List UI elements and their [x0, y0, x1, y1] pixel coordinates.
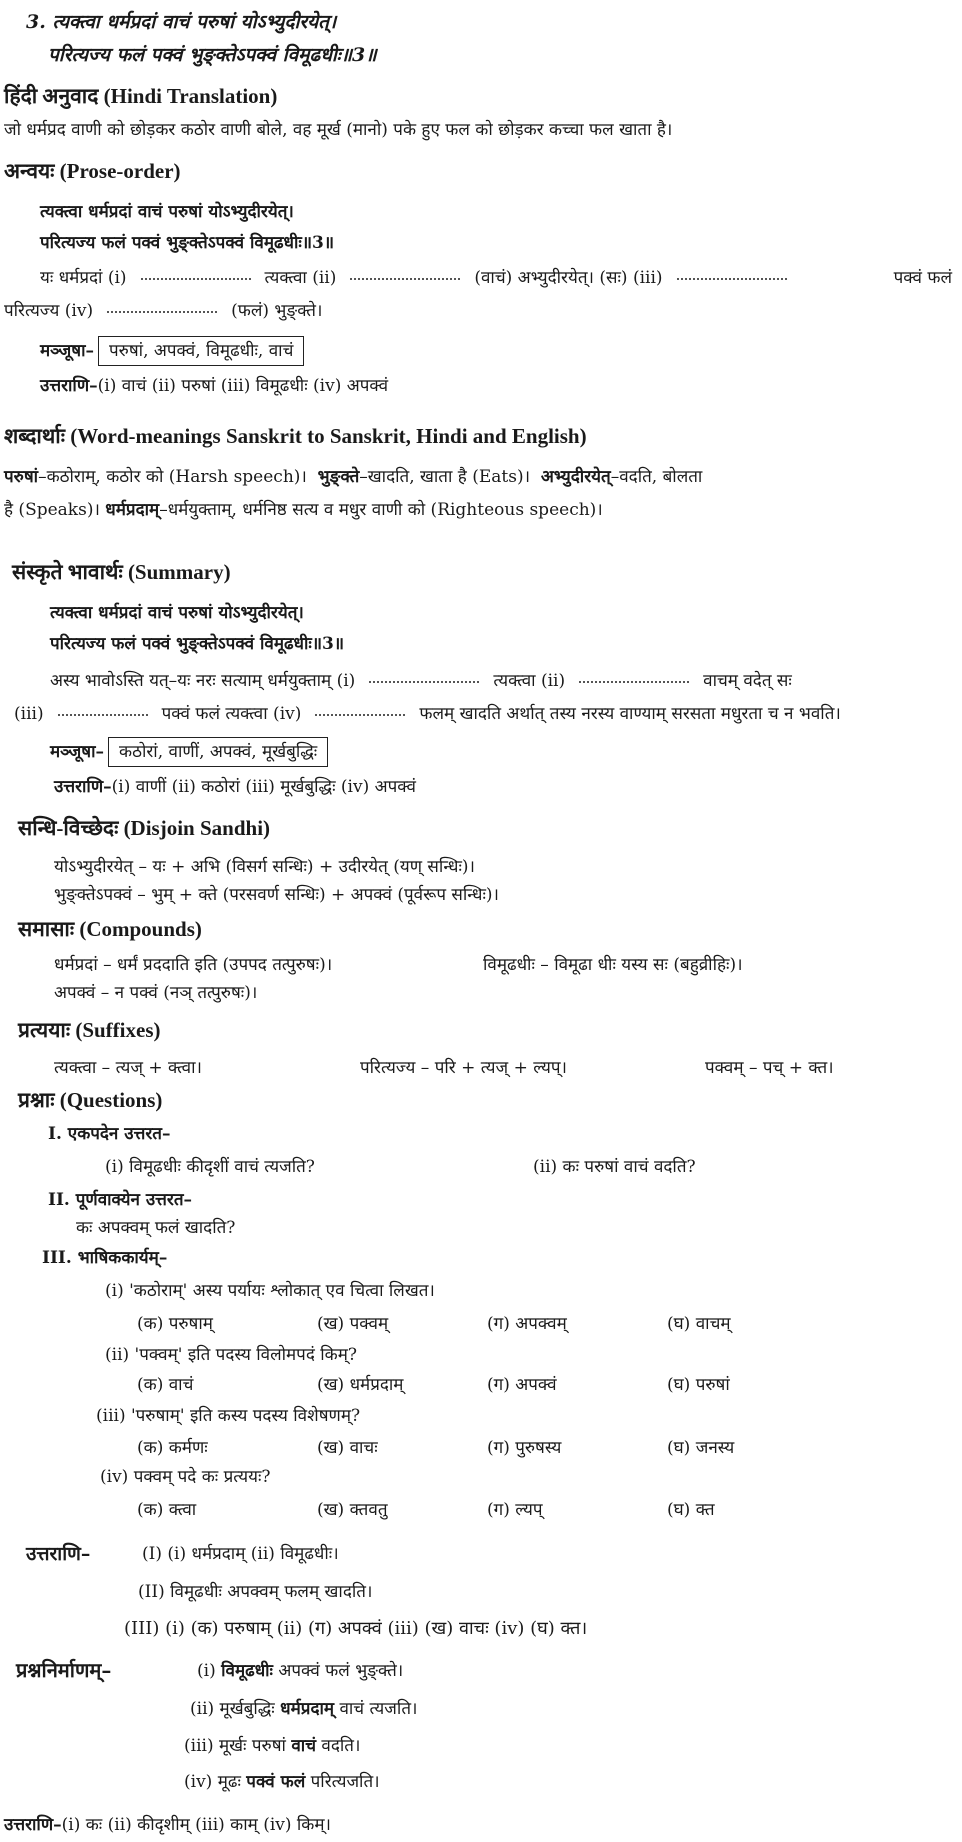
mcq-options: (क) कर्मणः (ख) वाचः (ग) पुरुषस्य (घ) जनस्य: [137, 1438, 735, 1458]
question-1b: (ii) कः परुषां वाचं वदति?: [533, 1157, 696, 1177]
manjusha-box: कठोरां, वाणीं, अपक्वं, मूर्खबुद्धिः: [108, 737, 328, 767]
blank: [369, 681, 479, 683]
blank: [315, 714, 405, 716]
mcq-question: (iv) पक्वम् पदे कः प्रत्ययः?: [100, 1467, 271, 1487]
mcq-question: (i) 'कठोराम्' अस्य पर्यायः श्लोकात् एव चित्वा लिखत।: [105, 1281, 435, 1301]
nirmanam-answers: उत्तराणि–(i) कः (ii) कीदृशीम् (iii) काम् (iv) किम्।: [4, 1815, 331, 1835]
nirmanam-item: (iv) मूढः पक्वं फलं परित्यजति।: [184, 1772, 380, 1792]
anvay-heading: अन्वयः (Prose-order): [4, 159, 181, 183]
question-2: कः अपक्वम् फलं खादति?: [76, 1218, 236, 1238]
summary-verse-2: परित्यज्य फलं पक्वं भुङ्क्तेऽपक्वं विमूढधीः॥3॥: [50, 634, 345, 654]
blank: [579, 681, 689, 683]
shabdarth-heading: शब्दार्थाः (Word-meanings Sanskrit to Sanskrit, Hindi and English): [4, 424, 587, 448]
samasa-line-1a: धर्मप्रदां – धर्मं प्रददाति इति (उपपद तत्पुरुषः)।: [54, 955, 333, 975]
sandhi-heading: सन्धि-विच्छेदः (Disjoin Sandhi): [18, 816, 271, 840]
manjusha-box: परुषां, अपक्वं, विमूढधीः, वाचं: [98, 336, 304, 366]
answers-label: उत्तराणि–: [26, 1543, 91, 1565]
samasa-heading: समासाः (Compounds): [18, 917, 202, 941]
shabdarth-line-2: है (Speaks)। धर्मप्रदाम्–धर्मयुक्ताम्, धर्मनिष्ठ सत्य व मधुर वाणी को (Righteous speech)।: [4, 500, 603, 520]
mcq-options: (क) वाचं (ख) धर्मप्रदाम् (ग) अपक्वं (घ) परुषां: [137, 1375, 730, 1395]
pratyaya-heading: प्रत्ययाः (Suffixes): [18, 1018, 161, 1042]
blank: [677, 278, 787, 280]
hindi-translation: जो धर्मप्रद वाणी को छोड़कर कठोर वाणी बोले, वह मूर्ख (मानो) पके हुए फल को छोड़कर कच्चा फल खाता है।: [4, 120, 673, 140]
answer-1: (I) (i) धर्मप्रदाम् (ii) विमूढधीः।: [142, 1544, 339, 1564]
section-1-title: I. एकपदेन उत्तरत–: [48, 1124, 171, 1144]
blank: [107, 311, 217, 313]
summary-manjusha: मञ्जूषा– कठोरां, वाणीं, अपक्वं, मूर्खबुद्धिः: [50, 737, 328, 767]
pratyaya-c: पक्वम् – पच् + क्त।: [705, 1058, 834, 1078]
pratyaya-b: परित्यज्य – परि + त्यज् + ल्यप्।: [360, 1058, 567, 1078]
summary-fill-line-2: (iii) पक्वं फलं त्यक्त्वा (iv) फलम् खादति अर्थात् तस्य नरस्य वाण्याम् सरसता मधुरता च न भवति।: [14, 704, 841, 724]
shabdarth-line-1: परुषां–कठोराम्, कठोर को (Harsh speech)। भुङ्क्ते–खादति, खाता है (Eats)। अभ्युदीरयेत्–वदति, बोलता: [4, 467, 703, 487]
nirmanam-label: प्रश्ननिर्माणम्–: [16, 1658, 112, 1682]
mcq-options: (क) क्त्वा (ख) क्तवतु (ग) ल्यप् (घ) क्त: [137, 1500, 715, 1520]
nirmanam-item: (ii) मूर्खबुद्धिः धर्मप्रदाम् वाचं त्यजति।: [190, 1699, 418, 1719]
verse-number: 3.: [26, 11, 46, 33]
section-3-title: III. भाषिककार्यम्–: [42, 1248, 168, 1268]
pratyaya-a: त्यक्त्वा – त्यज् + क्त्वा।: [54, 1058, 202, 1078]
samasa-line-1b: विमूढधीः – विमूढा धीः यस्य सः (बहुव्रीहिः)।: [483, 955, 743, 975]
blank: [350, 278, 460, 280]
sandhi-line-2: भुङ्क्तेऽपक्वं – भुम् + क्ते (परसवर्ण सन्धिः) + अपक्वं (पूर्वरूप सन्धिः)।: [54, 885, 499, 905]
hindi-heading: हिंदी अनुवाद (Hindi Translation): [4, 84, 278, 108]
nirmanam-item: (iii) मूर्खः परुषां वाचं वदति।: [184, 1736, 361, 1756]
summary-answers: उत्तराणि–(i) वाणीं (ii) कठोरां (iii) मूर्खबुद्धिः (iv) अपक्वं: [54, 777, 416, 797]
answer-3: (III) (i) (क) परुषाम् (ii) (ग) अपक्वं (iii) (ख) वाचः (iv) (घ) क्त।: [124, 1618, 588, 1639]
verse-line-2: परित्यज्य फलं पक्वं भुङ्क्तेऽपक्वं विमूढधीः॥3॥: [48, 44, 377, 66]
section-2-title: II. पूर्णवाक्येन उत्तरत–: [48, 1190, 193, 1210]
summary-heading: संस्कृते भावार्थः (Summary): [12, 560, 231, 584]
questions-heading: प्रश्नाः (Questions): [18, 1088, 163, 1112]
samasa-line-2: अपक्वं – न पक्वं (नञ् तत्पुरुषः)।: [54, 983, 258, 1003]
blank: [141, 278, 251, 280]
blank: [58, 714, 148, 716]
sandhi-line-1: योऽभ्युदीरयेत् – यः + अभि (विसर्ग सन्धिः) + उदीरयेत् (यण् सन्धिः)।: [54, 857, 476, 877]
mcq-options: (क) परुषाम् (ख) पक्वम् (ग) अपक्वम् (घ) वाचम्: [137, 1314, 731, 1334]
anvay-fill-line-1: यः धर्मप्रदां (i) त्यक्त्वा (ii) (वाचं) अभ्युदीरयेत्। (सः) (iii) पक्वं फलं: [40, 268, 952, 288]
anvay-answers: उत्तराणि–(i) वाचं (ii) परुषां (iii) विमूढधीः (iv) अपक्वं: [40, 376, 389, 396]
mcq-question: (iii) 'परुषाम्' इति कस्य पदस्य विशेषणम्?: [96, 1406, 361, 1426]
verse-line-1: त्यक्त्वा धर्मप्रदां वाचं परुषां योऽभ्युदीरयेत्।: [52, 11, 337, 33]
anvay-fill-line-2: परित्यज्य (iv) (फलं) भुङ्क्ते।: [4, 301, 323, 321]
summary-verse-1: त्यक्त्वा धर्मप्रदां वाचं परुषां योऽभ्युदीरयेत्।: [50, 603, 304, 623]
nirmanam-item: (i) विमूढधीः अपक्वं फलं भुङ्क्ते।: [197, 1661, 404, 1681]
mcq-question: (ii) 'पक्वम्' इति पदस्य विलोमपदं किम्?: [105, 1345, 358, 1365]
anvay-verse-1: त्यक्त्वा धर्मप्रदां वाचं परुषां योऽभ्युदीरयेत्।: [40, 202, 294, 222]
answer-2: (II) विमूढधीः अपक्वम् फलम् खादति।: [138, 1582, 373, 1602]
summary-fill-line-1: अस्य भावोऽस्ति यत्–यः नरः सत्याम् धर्मयुक्ताम् (i) त्यक्त्वा (ii) वाचम् वदेत् सः: [50, 671, 792, 691]
anvay-verse-2: परित्यज्य फलं पक्वं भुङ्क्तेऽपक्वं विमूढधीः॥3॥: [40, 233, 335, 253]
question-1a: (i) विमूढधीः कीदृशीं वाचं त्यजति?: [105, 1157, 315, 1177]
anvay-manjusha: मञ्जूषा– परुषां, अपक्वं, विमूढधीः, वाचं: [40, 336, 304, 366]
